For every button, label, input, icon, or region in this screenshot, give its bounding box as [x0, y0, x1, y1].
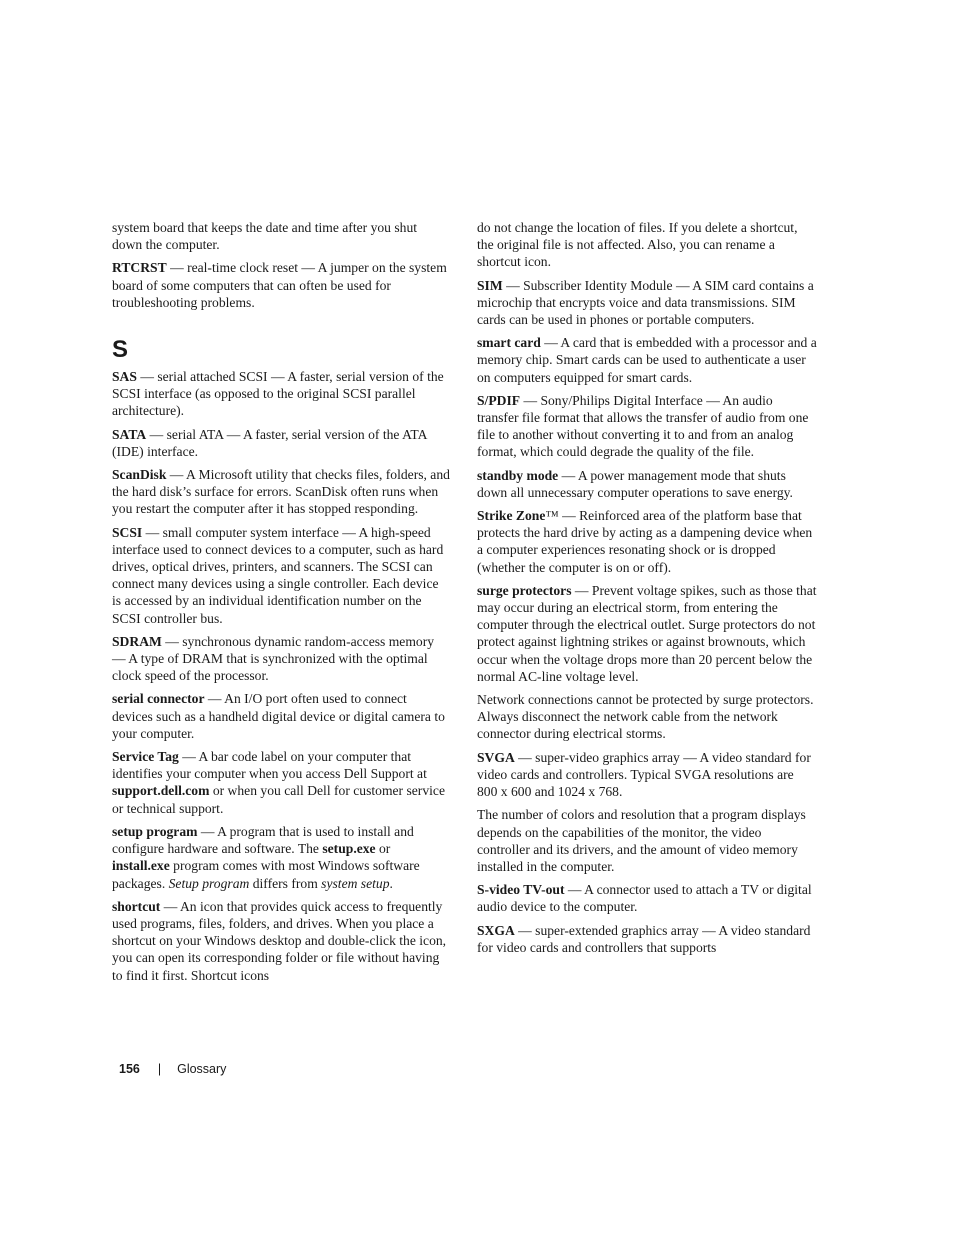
footer-separator: | — [157, 1062, 162, 1076]
definition-continued: program comes with most Windows software packages. — [112, 858, 420, 891]
definition: — real-time clock reset — A jumper on the system board of some computers that can often be used for troubleshooting problems. — [112, 260, 447, 310]
term: SVGA — [477, 749, 515, 765]
definition: — An icon that provides quick access to frequently used programs, files, folders, and drives. When you place a shortcut on your Windows desktop and double-click the icon, you can open its corresponding folder or file without having to find it first. Shortcut icons — [112, 898, 447, 983]
definition: — A power management mode that shuts down all unnecessary computer operations to save energy. — [477, 467, 793, 500]
definition: — serial attached SCSI — A faster, serial version of the SCSI interface (as opposed to the original SCSI parallel architecture). — [112, 369, 444, 419]
continued-definition: do not change the location of files. If you delete a shortcut, the original file is not affected. Also, you can rename a shortcut icon. — [477, 220, 798, 270]
definition: — super-extended graphics array — A video standard for video cards and controllers that supports — [477, 922, 811, 955]
definition: — Reinforced area of the platform base that protects the hard drive by acting as a dampening device when a computer experiences resonating shock or is dropped (whether the computer is on or off). — [477, 508, 813, 575]
definition-end: . — [389, 875, 393, 891]
page-number: 156 — [119, 1062, 140, 1076]
definition: — small computer system interface — A high-speed interface used to connect devices to a computer, such as hard drives, optical drives, printers, and scanners. The SCSI can connect many devices using a single controller. Each device is accessed by an individual identification number on the SCSI controller bus. — [112, 524, 444, 626]
emphasis-setup-program: Setup program — [168, 875, 250, 891]
definition: — super-video graphics array — A video standard for video cards and controllers. Typical SVGA resolutions are 800 x 600 and 1024 x 768. — [477, 749, 811, 800]
term: standby mode — [477, 467, 559, 483]
emphasis-system-setup: system setup — [321, 875, 390, 891]
term: SCSI — [112, 524, 143, 540]
term: SDRAM — [112, 633, 162, 649]
definition: — serial ATA — A faster, serial version of the ATA (IDE) interface. — [112, 426, 427, 459]
definition: — Subscriber Identity Module — A SIM card contains a microchip that encrypts voice and data transmissions. SIM cards can be used in phones or portable computers. — [477, 277, 814, 328]
glossary-entry-sim — [477, 277, 817, 329]
term: SIM — [477, 277, 503, 293]
glossary-entry-shortcut — [112, 898, 450, 984]
term: setup program — [112, 823, 198, 839]
definition: — A connector used to attach a TV or digital audio device to the computer. — [477, 882, 812, 915]
definition: — An I/O port often used to connect devices such as a handheld digital device or digital camera to your computer. — [112, 691, 445, 741]
glossary-entry-standby-mode — [477, 467, 817, 501]
term: shortcut — [112, 898, 161, 914]
definition: — synchronous dynamic random-access memory — A type of DRAM that is synchronized with the optimal clock speed of the processor. — [112, 633, 435, 684]
definition: — A card that is embedded with a processor and a memory chip. Smart cards can be used to authenticate a user on computers equipped for smart cards. — [477, 335, 817, 385]
glossary-entry-serial-connector — [112, 690, 450, 742]
page-footer — [119, 1062, 226, 1076]
term: S/PDIF — [477, 392, 521, 408]
term: RTCRST — [112, 260, 167, 276]
right-column — [477, 219, 817, 962]
trademark-symbol: ™ — [545, 508, 559, 524]
definition: — A bar code label on your computer that identifies your computer when you access Dell Support at — [112, 749, 427, 782]
definition: — A Microsoft utility that checks files, folders, and the hard disk’s surface for errors. ScanDisk often runs when you restart the computer after it has stopped responding. — [112, 467, 450, 517]
glossary-entry-setup-program — [112, 823, 450, 892]
definition-continued: differs from — [249, 875, 322, 891]
left-column — [112, 219, 450, 990]
glossary-entry-sas — [112, 368, 450, 420]
term: ScanDisk — [112, 467, 167, 483]
term: Service Tag — [112, 749, 179, 765]
glossary-entry-scandisk — [112, 466, 450, 518]
glossary-entry-s-video-tv-out — [477, 881, 817, 915]
term: SATA — [112, 426, 147, 442]
footer-section-name: Glossary — [177, 1062, 227, 1076]
glossary-entry-rtcrst — [112, 259, 450, 311]
glossary-entry-strike-zone — [477, 507, 817, 576]
term: SXGA — [477, 922, 515, 938]
term: smart card — [477, 335, 541, 351]
term: surge protectors — [477, 582, 572, 598]
glossary-entry-smart-card — [477, 334, 817, 386]
term: S-video TV-out — [477, 882, 565, 898]
definition: — Prevent voltage spikes, such as those that may occur during an electrical storm, from entering the computer through the electrical outlet. Surge protectors do not protect against lightning strikes or against brownouts, which occur when the voltage drops more than 20 percent below the normal AC-line voltage level. — [477, 582, 817, 684]
term: Strike Zone — [477, 508, 546, 524]
definition-continued: or — [375, 841, 391, 857]
filename-install-exe: install.exe — [112, 858, 170, 874]
glossary-entry-sdram — [112, 633, 450, 685]
filename-setup-exe: setup.exe — [322, 841, 376, 857]
glossary-entry-sata — [112, 426, 450, 460]
section-heading: S — [112, 336, 129, 364]
glossary-entry-service-tag — [112, 748, 450, 817]
glossary-entry-surge-protectors — [477, 582, 817, 685]
glossary-entry-spdif — [477, 392, 817, 461]
glossary-entry-svga — [477, 749, 817, 801]
term: serial connector — [112, 691, 205, 707]
definition-continued: or when you call Dell for customer service or technical support. — [112, 783, 445, 816]
support-link[interactable]: support.dell.com — [112, 783, 210, 799]
surge-note: Network connections cannot be protected by surge protectors. Always disconnect the network cable from the network connector during electrical storms. — [477, 692, 814, 742]
definition: — Sony/Philips Digital Interface — An audio transfer file format that allows the transfer of audio from one file to another without converting it to and from an analog format, which could degrade the quality of the file. — [477, 392, 809, 460]
glossary-entry-scsi — [112, 524, 450, 627]
glossary-entry-sxga — [477, 922, 817, 956]
definition: — A program that is used to install and configure hardware and software. The — [112, 823, 414, 857]
continued-definition: system board that keeps the date and time after you shut down the computer. — [112, 220, 418, 253]
term: SAS — [112, 369, 137, 385]
svga-note: The number of colors and resolution that a program displays depends on the capabilities of the monitor, the video controller and its drivers, and the amount of video memory installed in the computer. — [477, 807, 806, 874]
